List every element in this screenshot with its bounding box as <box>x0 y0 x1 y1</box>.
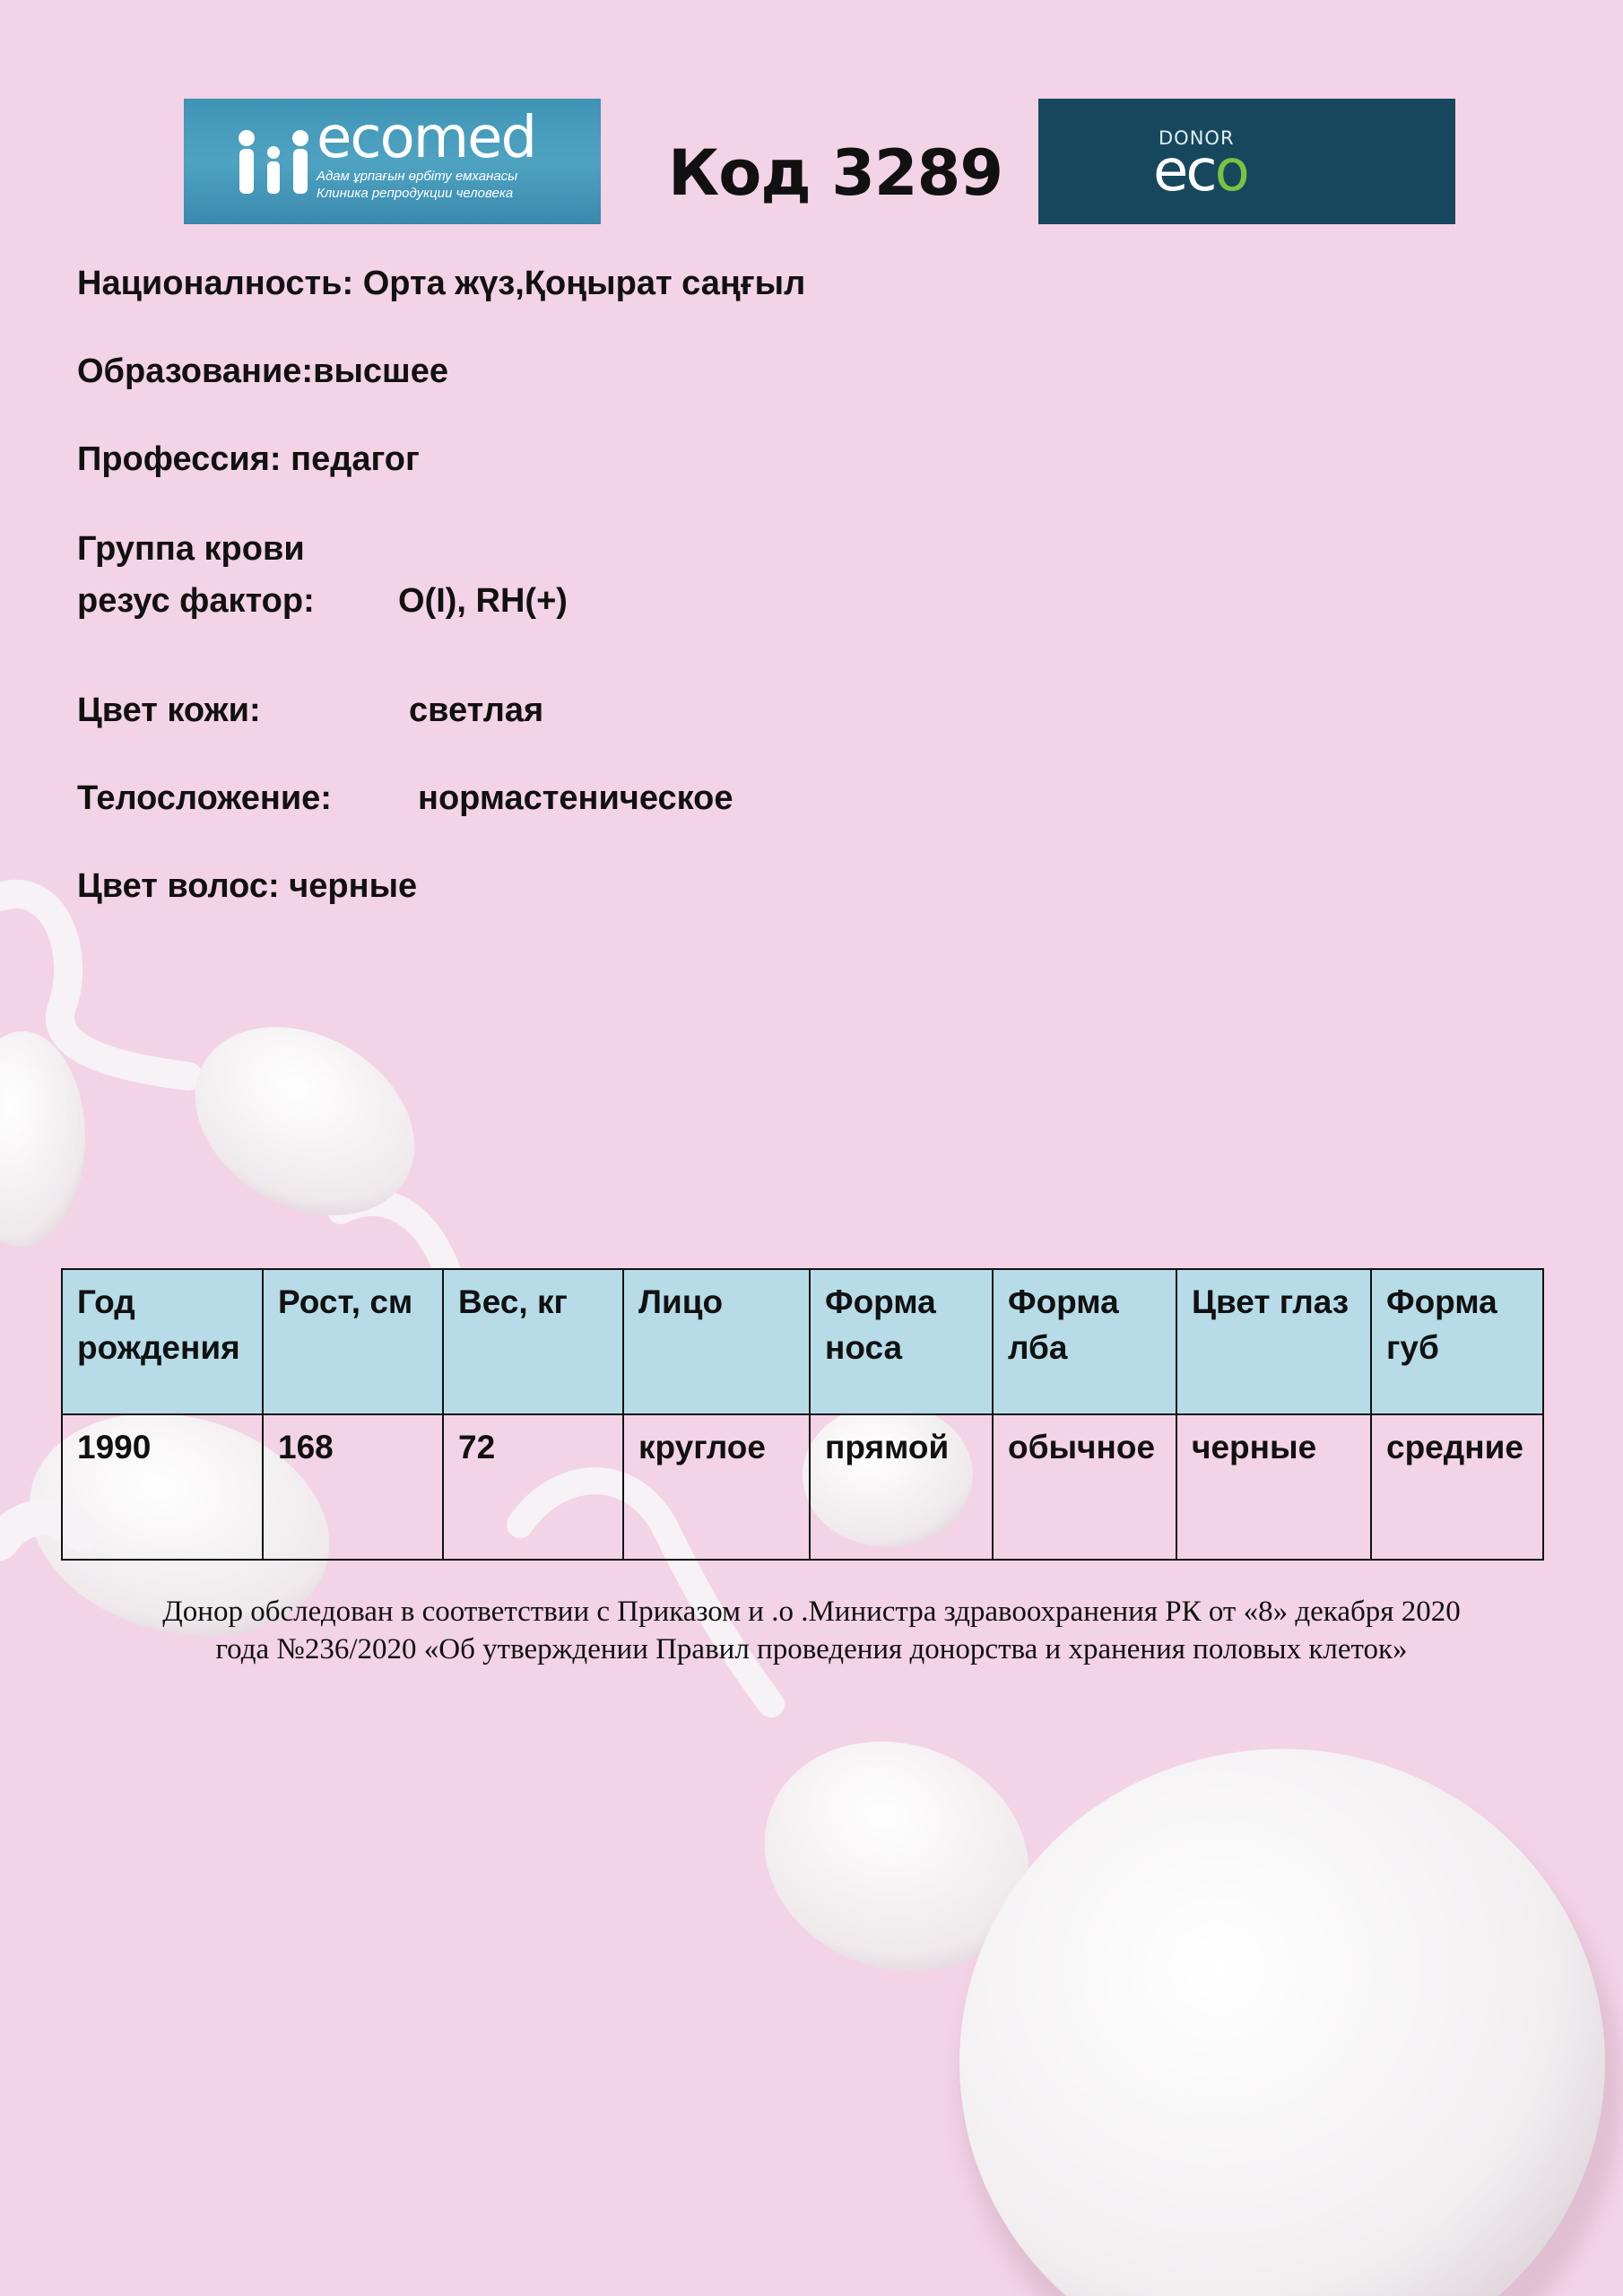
header-line: лба <box>1008 1329 1068 1367</box>
field-value: нормастеническое <box>418 779 733 817</box>
header-line: Рост, см <box>278 1283 413 1320</box>
cell-face: круглое <box>623 1414 810 1560</box>
header-lip-shape <box>1371 1269 1543 1414</box>
header-line: губ <box>1386 1329 1439 1367</box>
field-label: Цвет кожи: <box>77 691 261 729</box>
field-profession <box>77 439 420 481</box>
field-education <box>77 352 448 393</box>
field-value: O(I), RH(+) <box>398 582 568 620</box>
header-eye-color <box>1176 1269 1371 1414</box>
donor-eco-logo <box>1038 99 1455 224</box>
field-label: резус фактор: <box>77 582 315 620</box>
field-label: Образование:высшее <box>77 352 448 390</box>
footnote-line: Донор обследован в соответствии с Приказом и .о .Министра здравоохранения РК от «8» декабря 2020 <box>162 1596 1461 1628</box>
field-blood-group <box>77 529 305 570</box>
header-nose-shape <box>810 1269 993 1414</box>
header-line: Цвет глаз <box>1192 1283 1350 1320</box>
cell-eye-color: черные <box>1176 1414 1371 1560</box>
field-label: Группа крови <box>77 530 305 568</box>
header-line: Форма <box>1386 1283 1497 1320</box>
cell-weight: 72 <box>443 1414 623 1560</box>
donor-characteristics-table <box>61 1268 1544 1561</box>
field-label: Профессия: педагог <box>77 440 420 478</box>
field-label: Телосложение: <box>77 779 332 817</box>
header-line: Форма <box>825 1283 936 1320</box>
cell-lip-shape: средние <box>1371 1414 1543 1560</box>
header-forehead-shape <box>993 1269 1176 1414</box>
cell-height: 168 <box>263 1414 443 1560</box>
header-line: Форма <box>1008 1283 1119 1320</box>
header-face <box>623 1269 810 1414</box>
eco-wordmark-text: eco <box>1153 144 1247 197</box>
eco-wordmark <box>1153 144 1297 197</box>
field-hair-color <box>77 866 417 908</box>
field-skin-color <box>77 691 544 732</box>
field-label: Цвет волос: черные <box>77 867 418 905</box>
header-weight <box>443 1269 623 1414</box>
header-line: Год <box>77 1283 135 1320</box>
legal-footnote <box>72 1593 1551 1668</box>
header-height <box>263 1269 443 1414</box>
donor-code-title: Код 3289 <box>668 136 1003 210</box>
field-body-type <box>77 778 733 820</box>
header-line: Вес, кг <box>458 1283 568 1320</box>
cell-birth-year: 1990 <box>62 1414 263 1560</box>
family-icon <box>236 126 312 197</box>
field-label: Националность: Орта жүз,Қоңырат саңғыл <box>77 265 806 302</box>
cell-forehead-shape: обычное <box>993 1414 1176 1560</box>
ecomed-logo <box>184 99 601 224</box>
footnote-line: года №236/2020 «Об утверждении Правил проведения донорства и хранения половых клеток» <box>215 1633 1408 1666</box>
field-nationality <box>77 264 805 305</box>
header-line: носа <box>825 1329 903 1367</box>
field-rh-factor <box>77 581 568 622</box>
ecomed-subtitle-ru: Клиника репродукции человека <box>317 186 514 201</box>
header-birth-year <box>62 1269 263 1414</box>
ecomed-subtitle-kz: Адам ұрпағын өрбіту емханасы <box>317 169 518 184</box>
header-line: Лицо <box>638 1283 724 1320</box>
cell-nose-shape: прямой <box>810 1414 993 1560</box>
table-row <box>62 1414 1543 1560</box>
table-header-row <box>62 1269 1543 1414</box>
ecomed-wordmark: ecomed <box>317 105 536 171</box>
field-value: светлая <box>409 691 544 729</box>
donor-label: DONOR <box>1159 127 1235 149</box>
header-line: рождения <box>77 1329 240 1367</box>
